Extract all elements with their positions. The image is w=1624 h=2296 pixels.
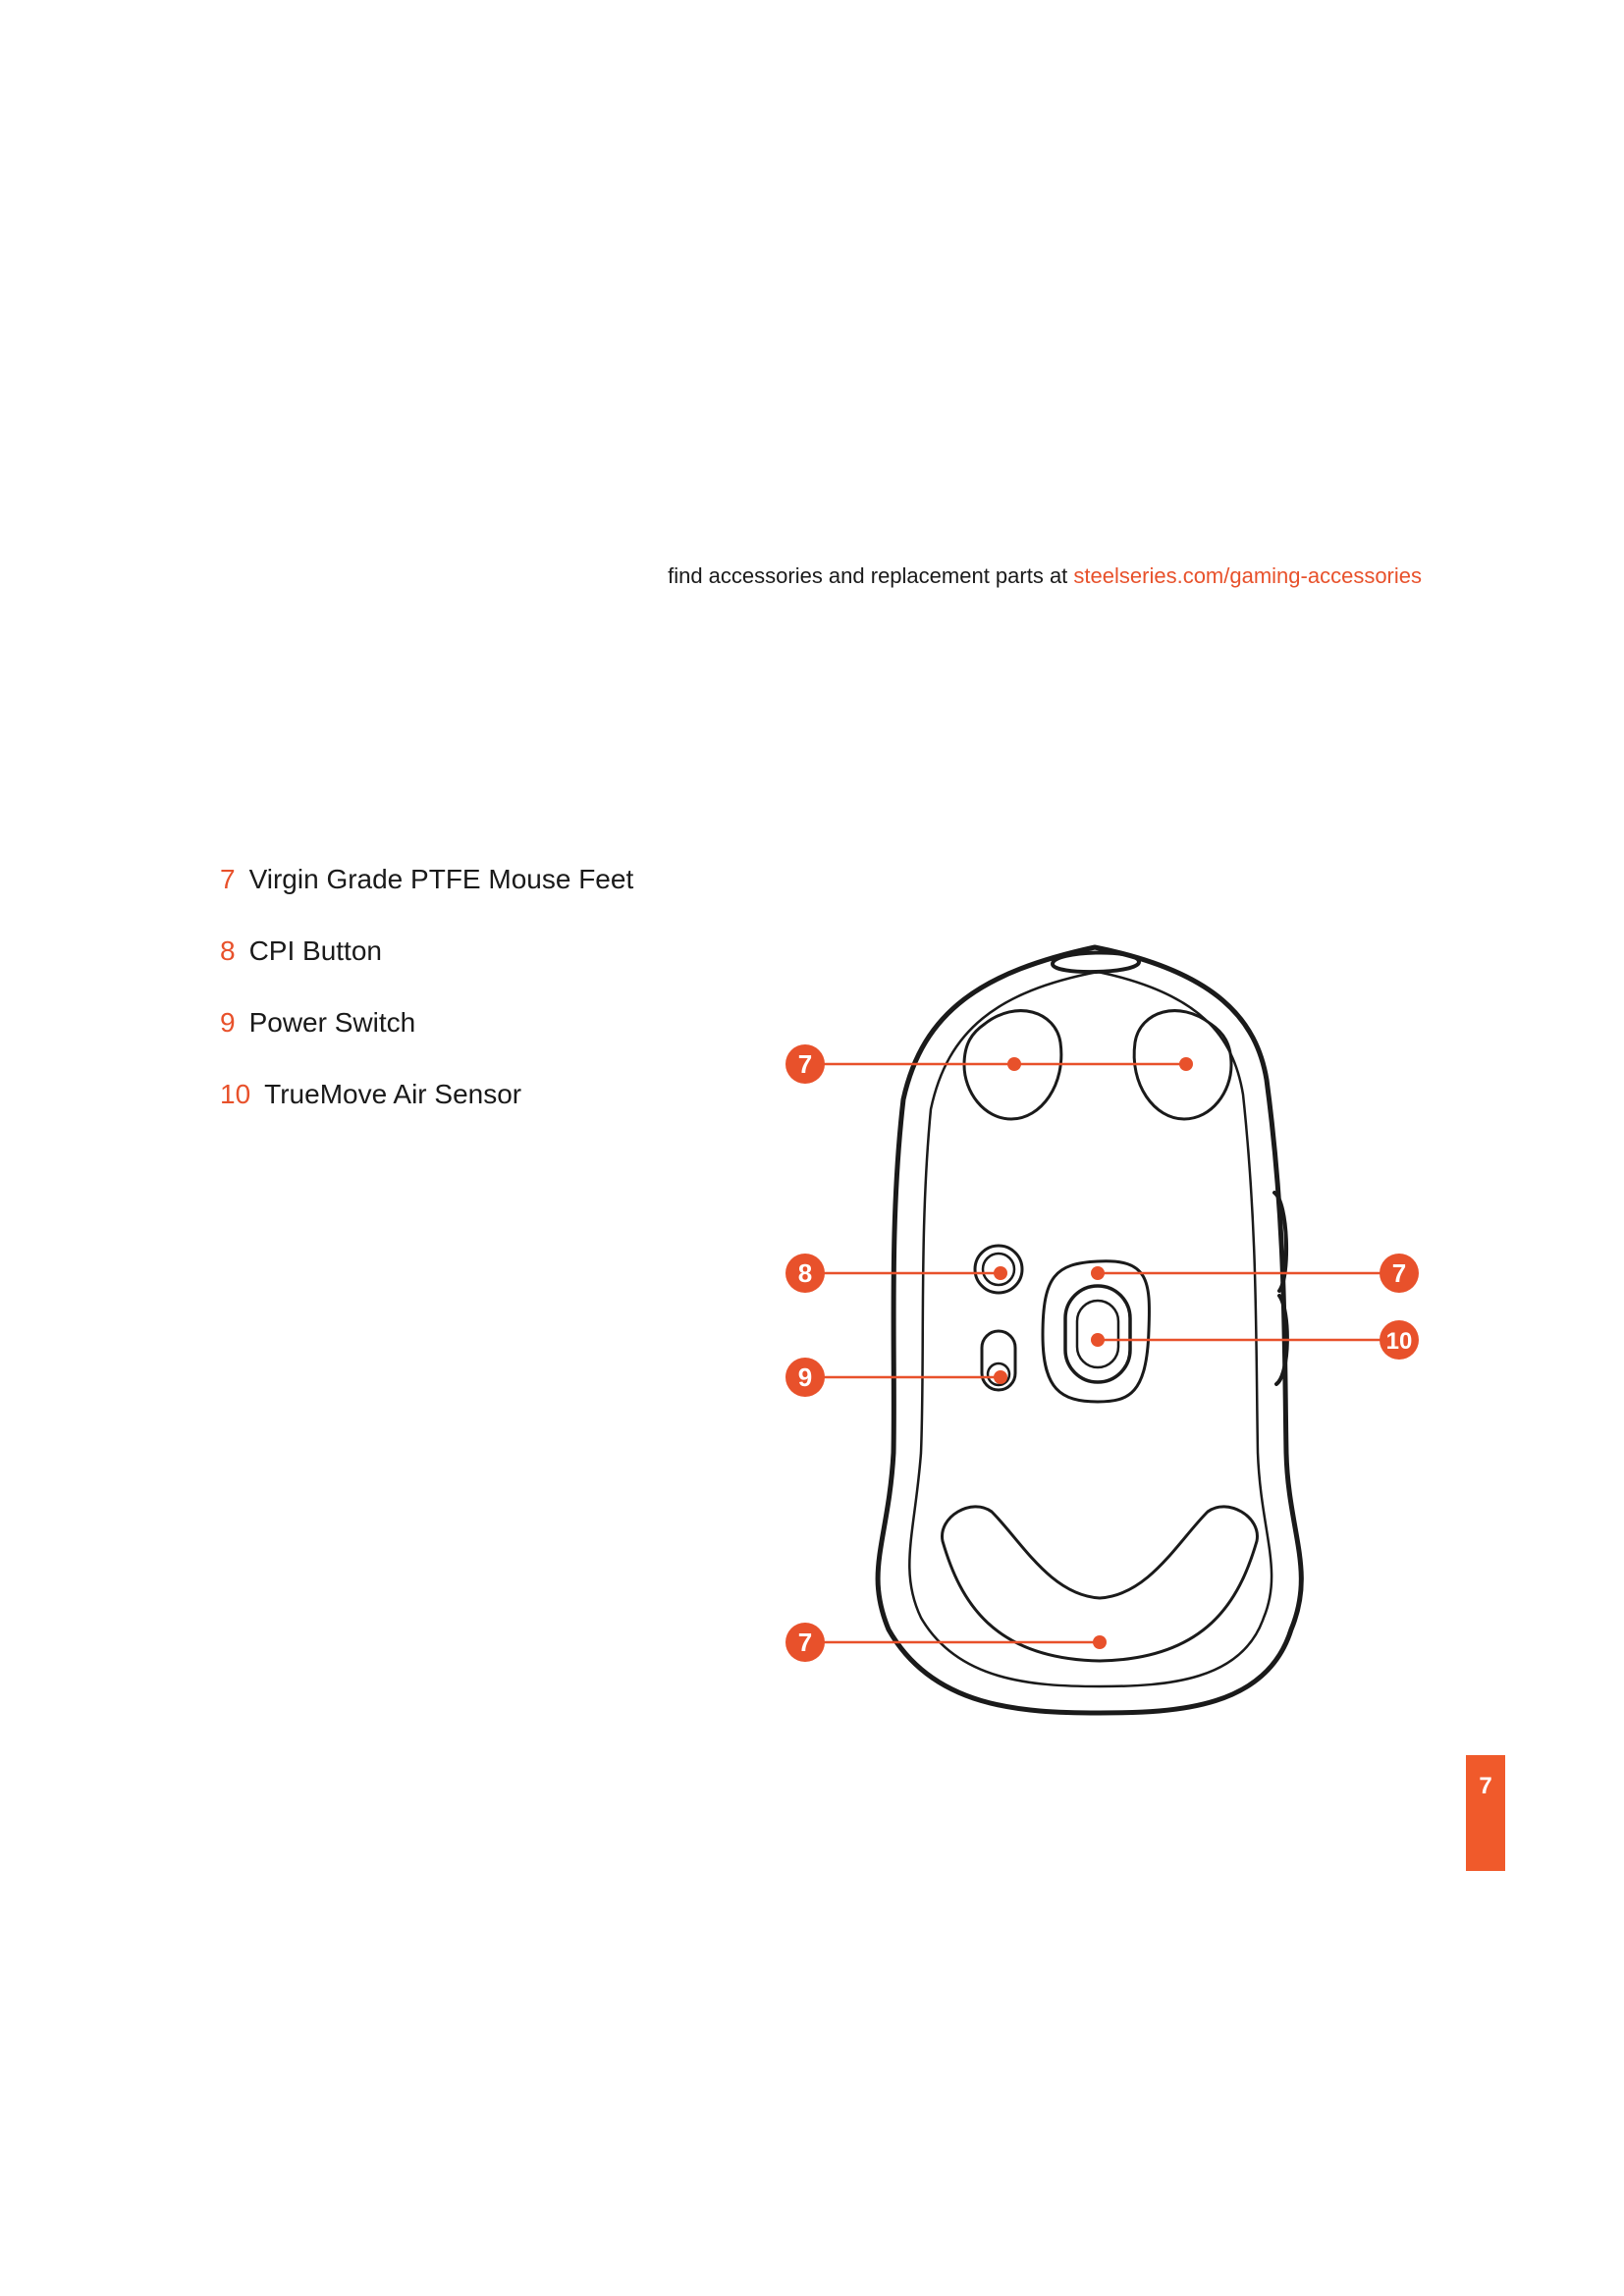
legend-label: CPI Button [248, 935, 382, 966]
callout-number: 8 [797, 1258, 813, 1288]
accessory-note-text: find accessories and replacement parts at [668, 563, 1068, 588]
callout-number: 7 [1391, 1258, 1407, 1288]
callout-dot [1179, 1057, 1193, 1071]
callout-dot [1091, 1266, 1105, 1280]
legend-label: Virgin Grade PTFE Mouse Feet [248, 864, 634, 894]
callout-dot [1091, 1333, 1105, 1347]
mouse-inner-outline [909, 972, 1272, 1686]
callout-number: 9 [797, 1362, 813, 1392]
page-number-tab [1466, 1755, 1505, 1871]
callout-number: 7 [797, 1628, 813, 1657]
callout-number: 10 [1385, 1328, 1413, 1355]
legend-label: Power Switch [248, 1007, 416, 1038]
page-number: 7 [1479, 1773, 1492, 1799]
callout-badge-power [785, 1358, 825, 1397]
callout-badge-cpi [785, 1254, 825, 1293]
legend-number: 9 [220, 1007, 236, 1038]
mouse-top-notch [1053, 952, 1139, 972]
callout-dot [994, 1370, 1007, 1384]
legend-number: 10 [220, 1079, 251, 1109]
accessories-link[interactable]: steelseries.com/gaming-accessories [1073, 563, 1422, 588]
callout-dot [1007, 1057, 1021, 1071]
legend-label: TrueMove Air Sensor [264, 1079, 522, 1109]
callout-number: 7 [797, 1049, 813, 1079]
callout-badge-feet-bottom [785, 1623, 825, 1662]
callout-dot [994, 1266, 1007, 1280]
legend-number: 8 [220, 935, 236, 966]
callout-dot [1093, 1635, 1107, 1649]
callout-badge-feet-top [785, 1044, 825, 1084]
legend-number: 7 [220, 864, 236, 894]
callout-badge-sensor [1380, 1320, 1419, 1360]
callout-badge-feet-side [1380, 1254, 1419, 1293]
